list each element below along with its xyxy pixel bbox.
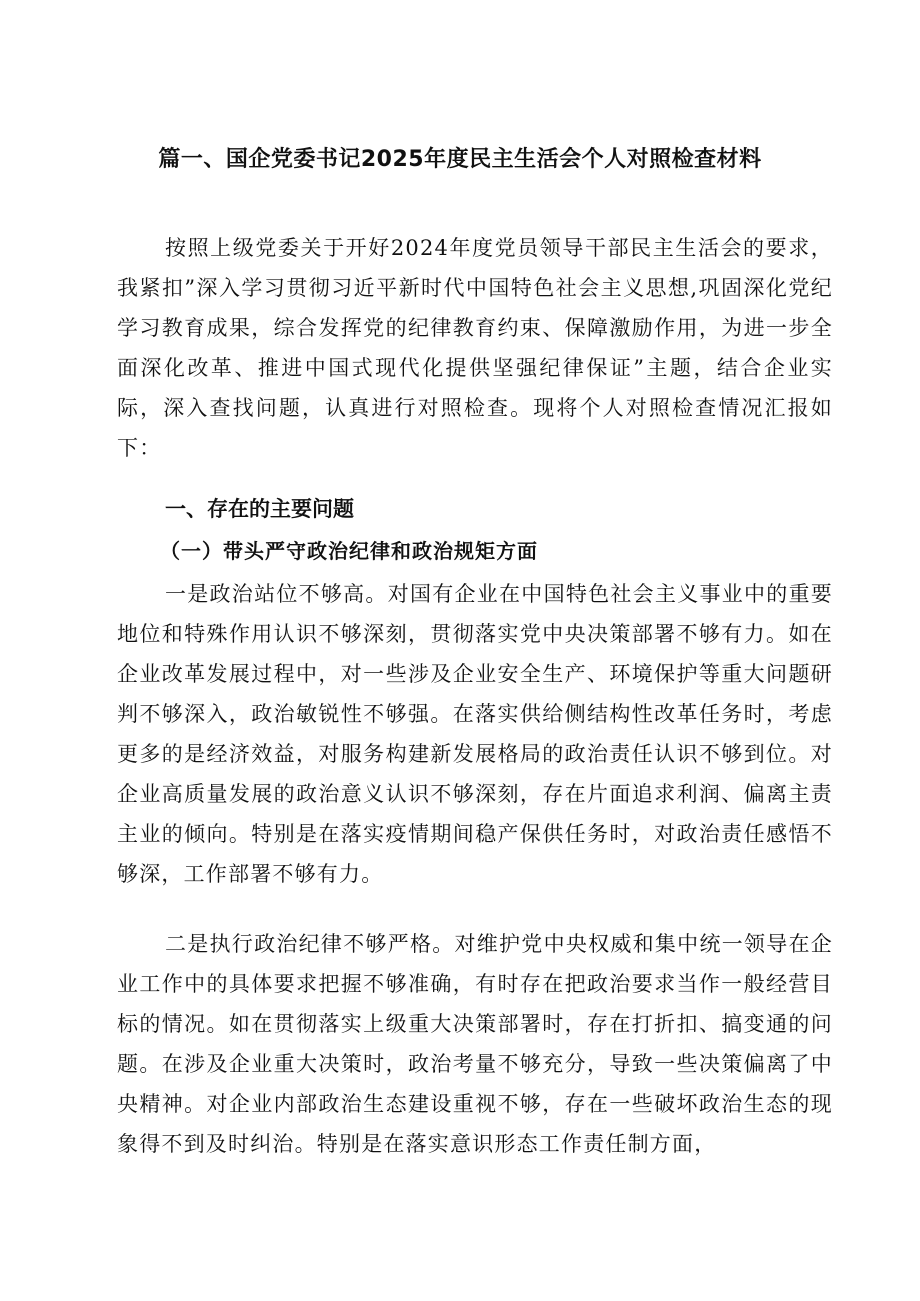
intro-paragraph: 按照上级党委关于开好2024年度党员领导干部民主生活会的要求，我紧扣”深入学习贯彻习近平新时代中国特色社会主义思想,巩固深化党纪学习教育成果，综合发挥党的纪律教育约束、保障激励作用，为进一步全面深化改革、推进中国式现代化提供坚强纪律保证”主题，结合企业实际，深入查找问题，认真进行对照检查。现将个人对照检查情况汇报如下： — [117, 236, 833, 460]
section-heading: 一、存在的主要问题 — [165, 497, 354, 521]
document-title: 篇一、国企党委书记2025年度民主生活会个人对照检查材料 — [158, 147, 762, 172]
paragraph-political-discipline: 二是执行政治纪律不够严格。对维护党中央权威和集中统一领导在企业工作中的具体要求把握不够准确，有时存在把政治要求当作一般经营目标的情况。如在贯彻落实上级重大决策部署时，存在打折扣、搞变通的问题。在涉及企业重大决策时，政治考量不够充分，导致一些决策偏离了中央精神。对企业内部政治生态建设重视不够，存在一些破坏政治生态的现象得不到及时纠治。特别是在落实意识形态工作责任制方面， — [117, 932, 833, 1156]
subsection-heading: （一）带头严守政治纪律和政治规矩方面 — [160, 539, 538, 563]
paragraph-political-stance: 一是政治站位不够高。对国有企业在中国特色社会主义事业中的重要地位和特殊作用认识不够深刻，贯彻落实党中央决策部署不够有力。如在企业改革发展过程中，对一些涉及企业安全生产、环境保护等重大问题研判不够深入，政治敏锐性不够强。在落实供给侧结构性改革任务时，考虑更多的是经济效益，对服务构建新发展格局的政治责任认识不够到位。对企业高质量发展的政治意义认识不够深刻，存在片面追求利润、偏离主责主业的倾向。特别是在落实疫情期间稳产保供任务时，对政治责任感悟不够深，工作部署不够有力。 — [117, 582, 833, 886]
